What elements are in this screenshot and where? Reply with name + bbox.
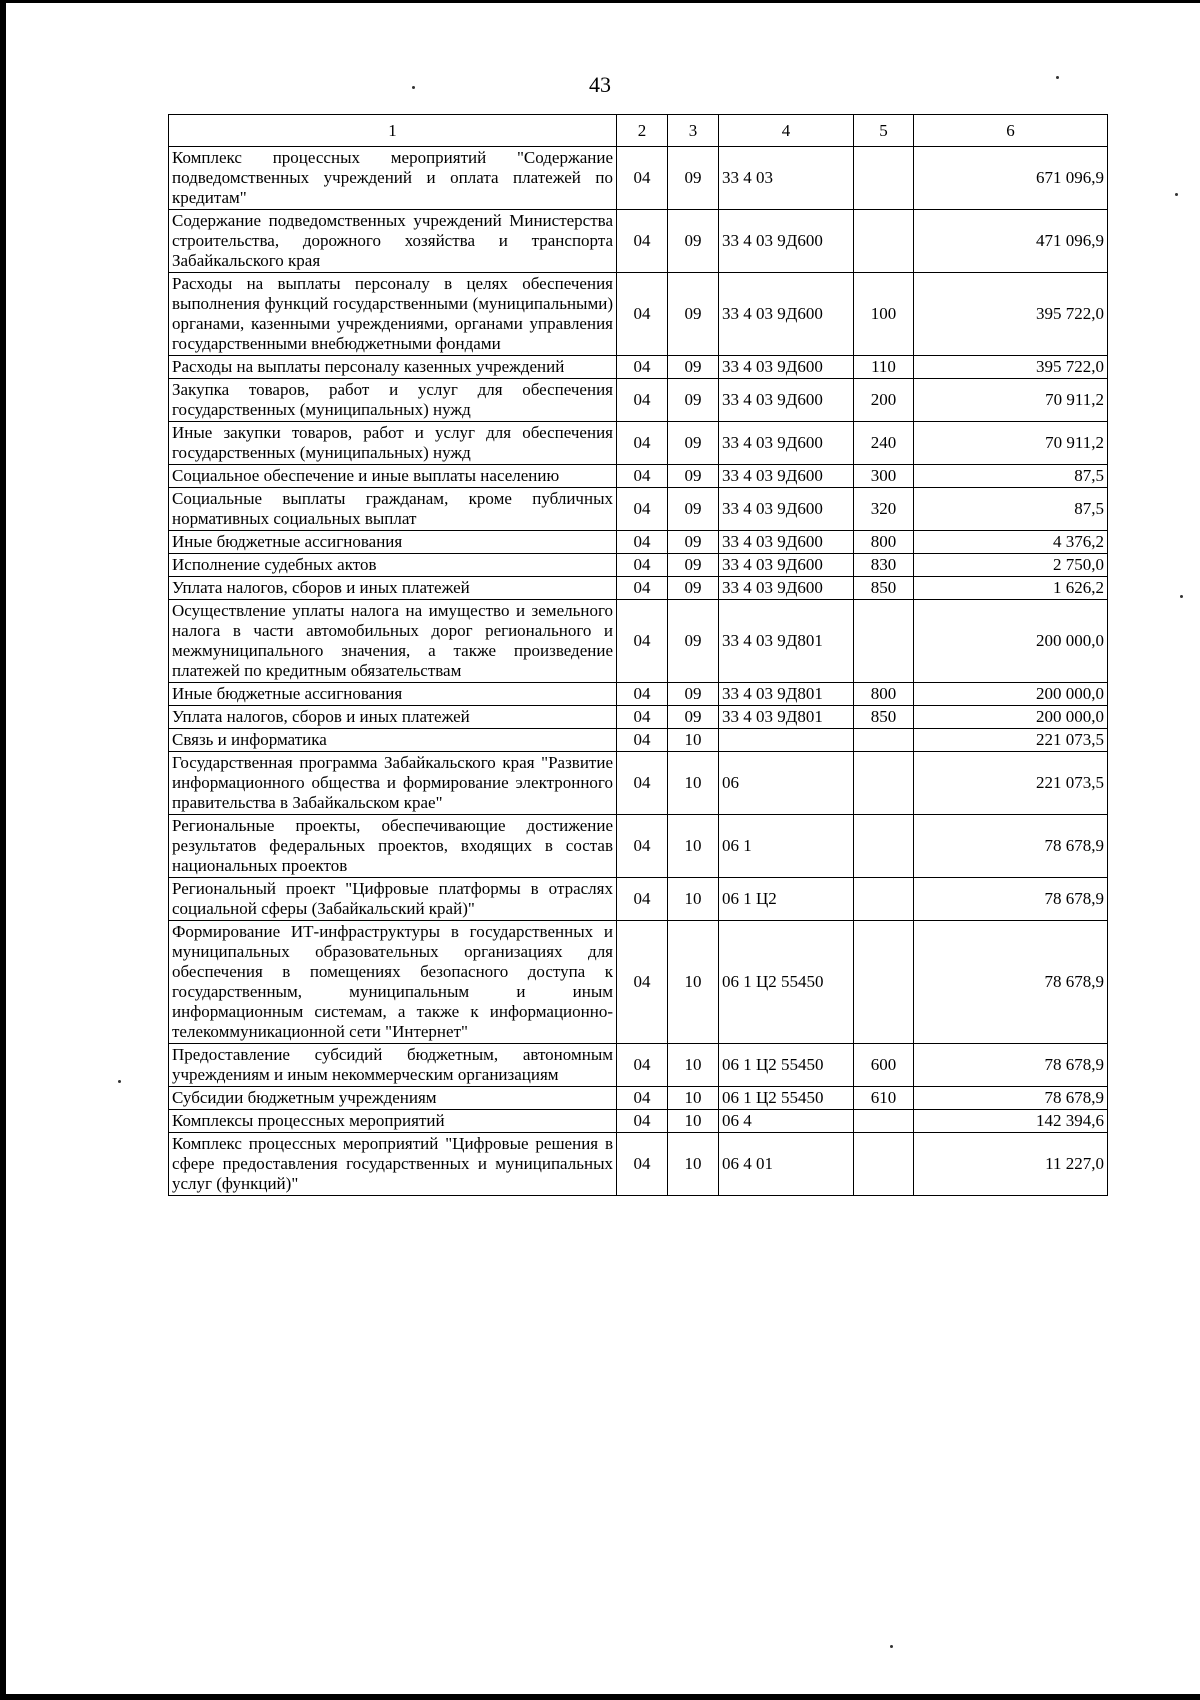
amount-cell: 200 000,0: [914, 600, 1108, 683]
table-row: [169, 600, 1108, 683]
table-row: [169, 554, 1108, 577]
table-row: [169, 706, 1108, 729]
amount-cell: 200 000,0: [914, 683, 1108, 706]
section-code-cell: 04: [617, 531, 668, 554]
amount-cell: 4 376,2: [914, 531, 1108, 554]
table-row: [169, 1110, 1108, 1133]
section-code-cell: 04: [617, 683, 668, 706]
table-row: [169, 1087, 1108, 1110]
target-article-cell: 33 4 03 9Д600: [719, 356, 854, 379]
target-article-cell: 06 4: [719, 1110, 854, 1133]
expense-type-cell: [854, 815, 914, 878]
row-name-cell: Комплекс процессных мероприятий "Цифровые решения в сфере предоставления государственных и муниципальных услуг (функций)": [169, 1133, 617, 1196]
target-article-cell: 33 4 03 9Д600: [719, 488, 854, 531]
table-body: [169, 147, 1108, 1196]
column-header-2: 2: [617, 115, 668, 147]
section-code-cell: 04: [617, 752, 668, 815]
amount-cell: 78 678,9: [914, 815, 1108, 878]
row-name-cell: Социальное обеспечение и иные выплаты населению: [169, 465, 617, 488]
table-row: [169, 356, 1108, 379]
table-row: [169, 379, 1108, 422]
expense-type-cell: 830: [854, 554, 914, 577]
row-name-cell: Расходы на выплаты персоналу в целях обеспечения выполнения функций государственными (муниципальными) органами, казенными учреждениями, органами управления государственными внебюджетными фондами: [169, 273, 617, 356]
section-code-cell: 04: [617, 706, 668, 729]
row-name-cell: Иные бюджетные ассигнования: [169, 531, 617, 554]
subsection-code-cell: 09: [668, 600, 719, 683]
expense-type-cell: 110: [854, 356, 914, 379]
table-row: [169, 815, 1108, 878]
subsection-code-cell: 09: [668, 147, 719, 210]
row-name-cell: Предоставление субсидий бюджетным, автономным учреждениям и иным некоммерческим организациям: [169, 1044, 617, 1087]
subsection-code-cell: 09: [668, 554, 719, 577]
amount-cell: 142 394,6: [914, 1110, 1108, 1133]
table-row: [169, 488, 1108, 531]
expense-type-cell: 240: [854, 422, 914, 465]
row-name-cell: Комплекс процессных мероприятий "Содержание подведомственных учреждений и оплата платежей по кредитам": [169, 147, 617, 210]
subsection-code-cell: 09: [668, 577, 719, 600]
amount-cell: 221 073,5: [914, 729, 1108, 752]
row-name-cell: Осуществление уплаты налога на имущество и земельного налога в части автомобильных дорог регионального и межмуниципального значения, а также произведение платежей по кредитным обязательствам: [169, 600, 617, 683]
column-header-5: 5: [854, 115, 914, 147]
table-header-row: [169, 115, 1108, 147]
section-code-cell: 04: [617, 815, 668, 878]
expense-type-cell: [854, 729, 914, 752]
expense-type-cell: 300: [854, 465, 914, 488]
table-row: [169, 465, 1108, 488]
row-name-cell: Уплата налогов, сборов и иных платежей: [169, 577, 617, 600]
section-code-cell: 04: [617, 488, 668, 531]
expense-type-cell: 610: [854, 1087, 914, 1110]
subsection-code-cell: 09: [668, 210, 719, 273]
column-header-4: 4: [719, 115, 854, 147]
row-name-cell: Закупка товаров, работ и услуг для обеспечения государственных (муниципальных) нужд: [169, 379, 617, 422]
row-name-cell: Иные закупки товаров, работ и услуг для обеспечения государственных (муниципальных) нужд: [169, 422, 617, 465]
section-code-cell: 04: [617, 921, 668, 1044]
subsection-code-cell: 09: [668, 683, 719, 706]
amount-cell: 671 096,9: [914, 147, 1108, 210]
scan-speck: [1175, 193, 1178, 196]
expense-type-cell: [854, 210, 914, 273]
amount-cell: 221 073,5: [914, 752, 1108, 815]
expense-type-cell: [854, 147, 914, 210]
amount-cell: 471 096,9: [914, 210, 1108, 273]
row-name-cell: Субсидии бюджетным учреждениям: [169, 1087, 617, 1110]
subsection-code-cell: 09: [668, 356, 719, 379]
column-header-3: 3: [668, 115, 719, 147]
expense-type-cell: 600: [854, 1044, 914, 1087]
target-article-cell: 06: [719, 752, 854, 815]
scan-border-bottom: [0, 1694, 1200, 1700]
section-code-cell: 04: [617, 356, 668, 379]
expense-type-cell: [854, 1110, 914, 1133]
amount-cell: 87,5: [914, 465, 1108, 488]
subsection-code-cell: 09: [668, 531, 719, 554]
subsection-code-cell: 10: [668, 921, 719, 1044]
expense-type-cell: 850: [854, 706, 914, 729]
table-row: [169, 147, 1108, 210]
section-code-cell: 04: [617, 379, 668, 422]
target-article-cell: 06 1 Ц2: [719, 878, 854, 921]
expense-type-cell: 800: [854, 531, 914, 554]
expense-type-cell: 100: [854, 273, 914, 356]
row-name-cell: Связь и информатика: [169, 729, 617, 752]
subsection-code-cell: 09: [668, 273, 719, 356]
row-name-cell: Расходы на выплаты персоналу казенных учреждений: [169, 356, 617, 379]
expense-type-cell: [854, 1133, 914, 1196]
row-name-cell: Уплата налогов, сборов и иных платежей: [169, 706, 617, 729]
target-article-cell: 33 4 03 9Д600: [719, 273, 854, 356]
scan-border-left: [0, 0, 6, 1700]
subsection-code-cell: 10: [668, 1087, 719, 1110]
section-code-cell: 04: [617, 1044, 668, 1087]
table-row: [169, 1133, 1108, 1196]
amount-cell: 200 000,0: [914, 706, 1108, 729]
row-name-cell: Социальные выплаты гражданам, кроме публичных нормативных социальных выплат: [169, 488, 617, 531]
column-header-6: 6: [914, 115, 1108, 147]
target-article-cell: 33 4 03 9Д600: [719, 422, 854, 465]
amount-cell: 78 678,9: [914, 921, 1108, 1044]
subsection-code-cell: 09: [668, 488, 719, 531]
subsection-code-cell: 10: [668, 815, 719, 878]
section-code-cell: 04: [617, 147, 668, 210]
table-row: [169, 531, 1108, 554]
target-article-cell: 33 4 03 9Д801: [719, 683, 854, 706]
amount-cell: 70 911,2: [914, 379, 1108, 422]
section-code-cell: 04: [617, 554, 668, 577]
scan-border-top: [0, 0, 1200, 3]
amount-cell: 2 750,0: [914, 554, 1108, 577]
subsection-code-cell: 10: [668, 1044, 719, 1087]
amount-cell: 70 911,2: [914, 422, 1108, 465]
subsection-code-cell: 10: [668, 752, 719, 815]
expense-type-cell: [854, 921, 914, 1044]
target-article-cell: 06 4 01: [719, 1133, 854, 1196]
target-article-cell: 33 4 03 9Д600: [719, 554, 854, 577]
table-row: [169, 577, 1108, 600]
subsection-code-cell: 09: [668, 706, 719, 729]
section-code-cell: 04: [617, 422, 668, 465]
row-name-cell: Комплексы процессных мероприятий: [169, 1110, 617, 1133]
amount-cell: 78 678,9: [914, 878, 1108, 921]
target-article-cell: 33 4 03 9Д600: [719, 531, 854, 554]
table-row: [169, 921, 1108, 1044]
section-code-cell: 04: [617, 878, 668, 921]
scan-speck: [1180, 595, 1183, 598]
target-article-cell: [719, 729, 854, 752]
target-article-cell: 33 4 03 9Д600: [719, 379, 854, 422]
row-name-cell: Исполнение судебных актов: [169, 554, 617, 577]
budget-table: [168, 114, 1108, 1196]
target-article-cell: 06 1 Ц2 55450: [719, 1044, 854, 1087]
target-article-cell: 06 1 Ц2 55450: [719, 921, 854, 1044]
expense-type-cell: 320: [854, 488, 914, 531]
row-name-cell: Региональные проекты, обеспечивающие достижение результатов федеральных проектов, входящих в состав национальных проектов: [169, 815, 617, 878]
row-name-cell: Государственная программа Забайкальского края "Развитие информационного общества и формирование электронного правительства в Забайкальском крае": [169, 752, 617, 815]
table-row: [169, 422, 1108, 465]
table-row: [169, 729, 1108, 752]
target-article-cell: 33 4 03: [719, 147, 854, 210]
target-article-cell: 06 1 Ц2 55450: [719, 1087, 854, 1110]
scan-speck: [118, 1080, 121, 1083]
table-row: [169, 752, 1108, 815]
target-article-cell: 06 1: [719, 815, 854, 878]
section-code-cell: 04: [617, 577, 668, 600]
amount-cell: 395 722,0: [914, 356, 1108, 379]
table-row: [169, 878, 1108, 921]
table-row: [169, 1044, 1108, 1087]
section-code-cell: 04: [617, 1087, 668, 1110]
row-name-cell: Содержание подведомственных учреждений Министерства строительства, дорожного хозяйства и транспорта Забайкальского края: [169, 210, 617, 273]
target-article-cell: 33 4 03 9Д600: [719, 210, 854, 273]
section-code-cell: 04: [617, 465, 668, 488]
subsection-code-cell: 10: [668, 1133, 719, 1196]
target-article-cell: 33 4 03 9Д801: [719, 600, 854, 683]
section-code-cell: 04: [617, 1133, 668, 1196]
subsection-code-cell: 10: [668, 878, 719, 921]
expense-type-cell: 200: [854, 379, 914, 422]
target-article-cell: 33 4 03 9Д801: [719, 706, 854, 729]
page-number: 43: [589, 72, 611, 97]
section-code-cell: 04: [617, 1110, 668, 1133]
expense-type-cell: 850: [854, 577, 914, 600]
amount-cell: 78 678,9: [914, 1044, 1108, 1087]
subsection-code-cell: 09: [668, 422, 719, 465]
expense-type-cell: [854, 600, 914, 683]
table-row: [169, 210, 1108, 273]
target-article-cell: 33 4 03 9Д600: [719, 577, 854, 600]
section-code-cell: 04: [617, 729, 668, 752]
amount-cell: 1 626,2: [914, 577, 1108, 600]
row-name-cell: Формирование ИТ-инфраструктуры в государственных и муниципальных образовательных организациях для обеспечения в помещениях безопасного доступа к государственным, муниципальным и иным информационным системам, а также к информационно-телекоммуникационной сети "Интернет": [169, 921, 617, 1044]
amount-cell: 11 227,0: [914, 1133, 1108, 1196]
row-name-cell: Региональный проект "Цифровые платформы в отраслях социальной сферы (Забайкальский край)": [169, 878, 617, 921]
subsection-code-cell: 10: [668, 729, 719, 752]
subsection-code-cell: 09: [668, 465, 719, 488]
target-article-cell: 33 4 03 9Д600: [719, 465, 854, 488]
section-code-cell: 04: [617, 600, 668, 683]
amount-cell: 87,5: [914, 488, 1108, 531]
scan-speck: [1056, 76, 1059, 79]
scan-speck: [890, 1645, 893, 1648]
row-name-cell: Иные бюджетные ассигнования: [169, 683, 617, 706]
expense-type-cell: [854, 878, 914, 921]
expense-type-cell: [854, 752, 914, 815]
scan-speck: [412, 86, 415, 89]
amount-cell: 395 722,0: [914, 273, 1108, 356]
table-row: [169, 683, 1108, 706]
column-header-1: 1: [169, 115, 617, 147]
amount-cell: 78 678,9: [914, 1087, 1108, 1110]
section-code-cell: 04: [617, 210, 668, 273]
subsection-code-cell: 09: [668, 379, 719, 422]
table-row: [169, 273, 1108, 356]
section-code-cell: 04: [617, 273, 668, 356]
subsection-code-cell: 10: [668, 1110, 719, 1133]
expense-type-cell: 800: [854, 683, 914, 706]
